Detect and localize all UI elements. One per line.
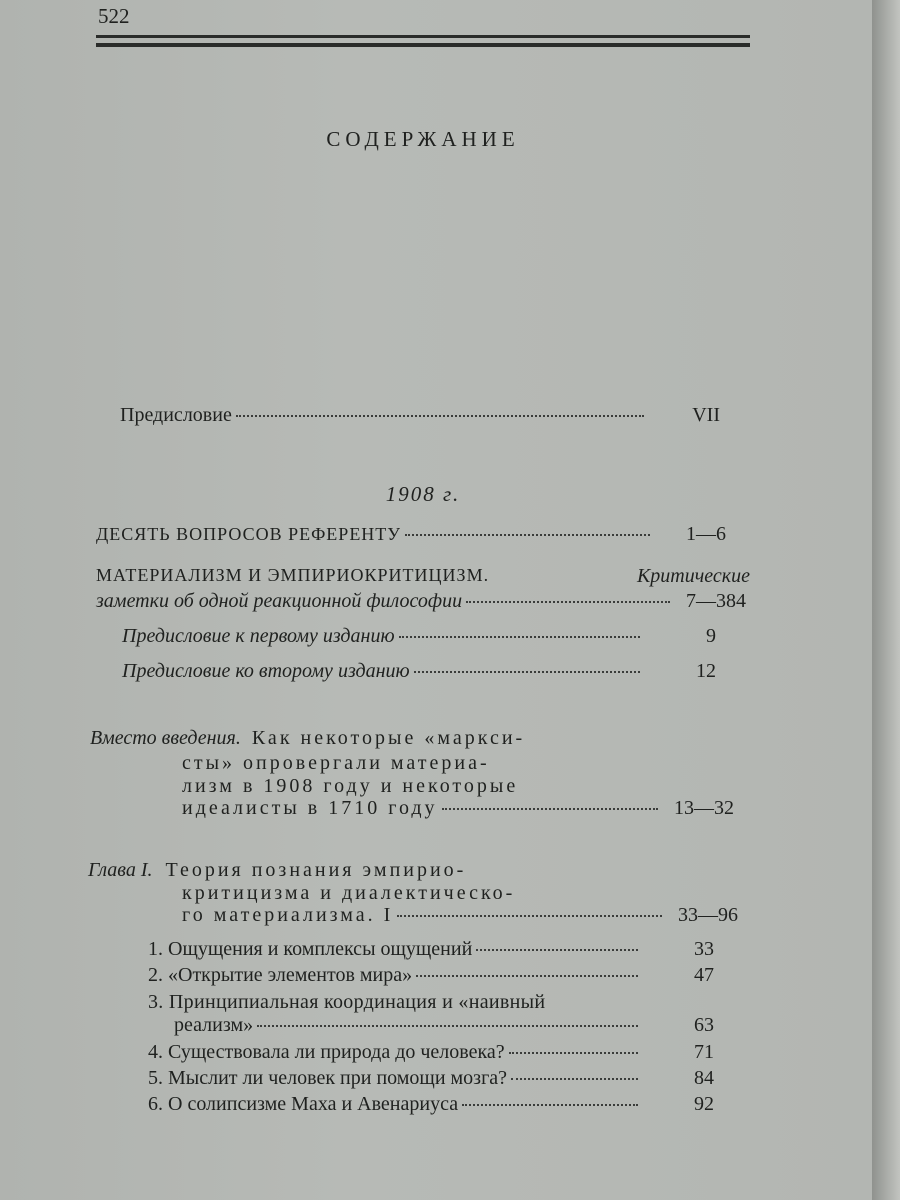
toc-label: 2. «Открытие элементов мира» xyxy=(148,964,413,986)
toc-entry-materialism-line2 xyxy=(96,590,746,613)
toc-label: 4. Существовала ли природа до человека? xyxy=(148,1041,505,1063)
toc-label: 6. О солипсизме Маха и Авенариуса xyxy=(148,1093,459,1115)
toc-page: 92 xyxy=(694,1093,714,1115)
toc-prefix: Глава I. xyxy=(88,859,153,881)
toc-label: ДЕСЯТЬ ВОПРОСОВ РЕФЕРЕНТУ xyxy=(96,524,402,544)
next-page-edge xyxy=(872,0,900,1200)
toc-section-1 xyxy=(148,938,714,961)
toc-label: Предисловие ко второму изданию xyxy=(122,660,410,682)
toc-leader-dots xyxy=(416,975,638,977)
header-rule-thick xyxy=(96,43,750,47)
toc-leader-dots xyxy=(511,1078,638,1080)
toc-page: 33 xyxy=(694,938,714,960)
toc-page: 84 xyxy=(694,1067,714,1089)
toc-leader-dots xyxy=(476,949,638,951)
toc-entry-preface xyxy=(120,404,720,427)
toc-label: Предисловие к первому изданию xyxy=(122,625,395,647)
toc-section-6 xyxy=(148,1093,714,1116)
toc-leader-dots xyxy=(414,671,640,673)
toc-prefix: Вместо введения. xyxy=(90,727,241,749)
toc-leader-dots xyxy=(466,601,670,603)
toc-label: идеалисты в 1710 году xyxy=(182,797,438,819)
toc-entry-materialism-line1 xyxy=(96,565,750,588)
toc-entry-introduction-line3: лизм в 1908 году и некоторые xyxy=(182,775,519,797)
toc-section-2 xyxy=(148,964,714,987)
section-year: 1908 г. xyxy=(385,482,461,506)
toc-label: реализм» xyxy=(174,1014,254,1036)
toc-page: 1—6 xyxy=(686,523,726,545)
toc-page: 7—384 xyxy=(686,590,746,612)
toc-label: 5. Мыслит ли человек при помощи мозга? xyxy=(148,1067,508,1089)
toc-page: 9 xyxy=(706,625,716,647)
toc-leader-dots xyxy=(442,808,658,810)
toc-section-4 xyxy=(148,1041,714,1064)
toc-section-5 xyxy=(148,1067,714,1090)
toc-entry-introduction-line2: сты» опровергали материа- xyxy=(182,752,490,774)
toc-page: 63 xyxy=(694,1014,714,1036)
toc-leader-dots xyxy=(397,915,662,917)
toc-leader-dots xyxy=(236,415,644,417)
toc-label: заметки об одной реакционной философии xyxy=(96,590,463,612)
toc-page: 71 xyxy=(694,1041,714,1063)
toc-page: 13—32 xyxy=(674,797,734,819)
toc-section-3-line1: 3. Принципиальная координация и «наивный xyxy=(148,991,546,1013)
toc-entry-preface-first xyxy=(122,625,716,648)
toc-page: 12 xyxy=(696,660,716,682)
toc-leader-dots xyxy=(462,1104,638,1106)
page-number: 522 xyxy=(98,4,130,28)
toc-page: 47 xyxy=(694,964,714,986)
toc-label-italic: Критические xyxy=(637,565,750,587)
toc-entry-ten-questions xyxy=(96,523,726,546)
toc-label-caps: МАТЕРИАЛИЗМ И ЭМПИРИОКРИТИЦИЗМ. xyxy=(96,565,490,585)
toc-entry-chapter1-line1 xyxy=(88,859,466,882)
toc-entry-chapter1-line2: критицизма и диалектическо- xyxy=(182,882,516,904)
toc-leader-dots xyxy=(257,1025,638,1027)
toc-leader-dots xyxy=(405,534,650,536)
toc-entry-preface-second xyxy=(122,660,716,683)
header-rule-thin xyxy=(96,35,750,38)
toc-label: го материализма. I xyxy=(182,904,394,926)
toc-entry-introduction-line1 xyxy=(90,727,525,750)
toc-label: Теория познания эмпирио- xyxy=(165,859,467,881)
toc-entry-chapter1-line3 xyxy=(182,904,738,927)
page-title: СОДЕРЖАНИЕ xyxy=(326,127,520,151)
toc-entry-introduction-line4 xyxy=(182,797,734,820)
toc-label: Предисловие xyxy=(120,404,232,426)
toc-leader-dots xyxy=(509,1052,638,1054)
toc-page: 33—96 xyxy=(678,904,738,926)
toc-label: Как некоторые «маркси- xyxy=(251,727,526,749)
toc-section-3-line2 xyxy=(174,1014,714,1037)
toc-leader-dots xyxy=(399,636,640,638)
toc-label: 1. Ощущения и комплексы ощущений xyxy=(148,938,473,960)
toc-page: VII xyxy=(692,404,720,426)
